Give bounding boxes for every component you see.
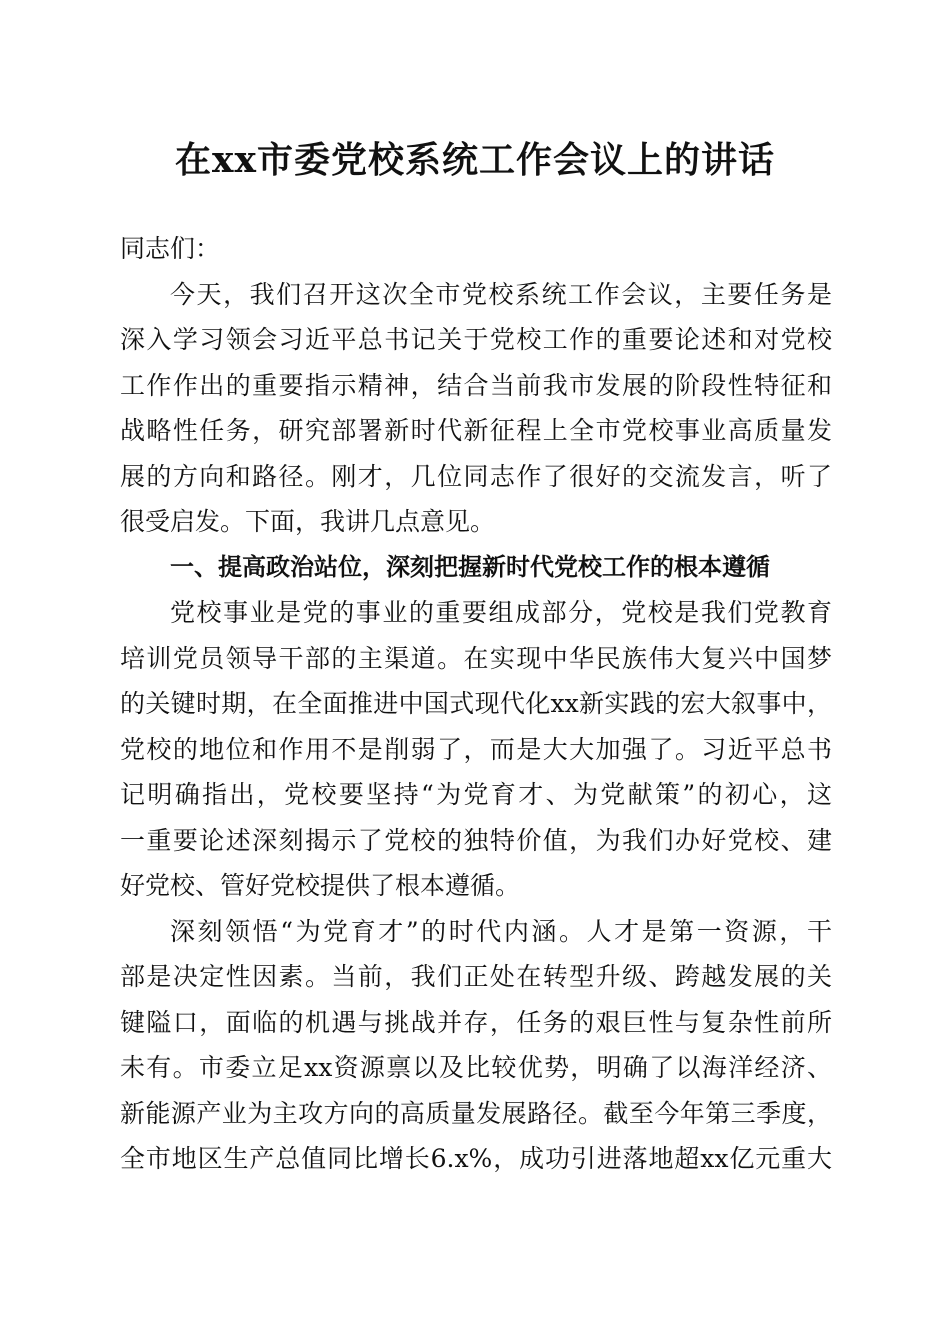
document-body bbox=[120, 226, 832, 1182]
text-line: 党校事业是党的事业的重要组成部分，党校是我们党教育 bbox=[170, 598, 832, 627]
text-line: 未有。市委立足xx资源禀以及比较优势，明确了以海洋经济、 bbox=[120, 1053, 832, 1082]
text-line: 党校的地位和作用不是削弱了，而是大大加强了。习近平总书 bbox=[120, 734, 832, 764]
text-line: 深入学习领会习近平总书记关于党校工作的重要论述和对党校 bbox=[120, 325, 832, 354]
text-line: 键隘口，面临的机遇与挑战并存，任务的艰巨性与复杂性前所 bbox=[120, 1007, 832, 1037]
text-line: 深刻领悟“为党育才”的时代内涵。人才是第一资源，干 bbox=[170, 916, 832, 946]
text-line: 今天，我们召开这次全市党校系统工作会议，主要任务是 bbox=[170, 279, 832, 309]
text-line: 展的方向和路径。刚才，几位同志作了很好的交流发言，听了 bbox=[120, 461, 832, 491]
salutation: 同志们： bbox=[120, 234, 221, 263]
paragraph-talent bbox=[120, 909, 832, 1182]
text-line: 记明确指出，党校要坚持“为党育才、为党献策”的初心，这 bbox=[120, 780, 832, 809]
paragraph-intro bbox=[120, 272, 832, 545]
document-title: 在xx市委党校系统工作会议上的讲话 bbox=[175, 139, 775, 181]
section-heading: 一、提高政治站位，深刻把握新时代党校工作的根本遵循 bbox=[170, 552, 770, 581]
text-line: 新能源产业为主攻方向的高质量发展路径。截至今年第三季度， bbox=[120, 1098, 832, 1128]
paragraph-party-school bbox=[120, 590, 832, 909]
text-line: 战略性任务，研究部署新时代新征程上全市党校事业高质量发 bbox=[120, 416, 832, 445]
text-line: 全市地区生产总值同比增长6.x%，成功引进落地超xx亿元重大 bbox=[120, 1144, 832, 1173]
text-line: 的关键时期，在全面推进中国式现代化xx新实践的宏大叙事中， bbox=[120, 689, 832, 718]
text-line: 部是决定性因素。当前，我们正处在转型升级、跨越发展的关 bbox=[120, 962, 832, 991]
text-line: 很受启发。下面，我讲几点意见。 bbox=[120, 507, 496, 536]
text-line: 工作作出的重要指示精神，结合当前我市发展的阶段性特征和 bbox=[120, 370, 832, 400]
text-line: 好党校、管好党校提供了根本遵循。 bbox=[120, 871, 521, 900]
text-line: 培训党员领导干部的主渠道。在实现中华民族伟大复兴中国梦 bbox=[120, 643, 832, 673]
text-line: 一重要论述深刻揭示了党校的独特价值，为我们办好党校、建 bbox=[120, 825, 832, 855]
